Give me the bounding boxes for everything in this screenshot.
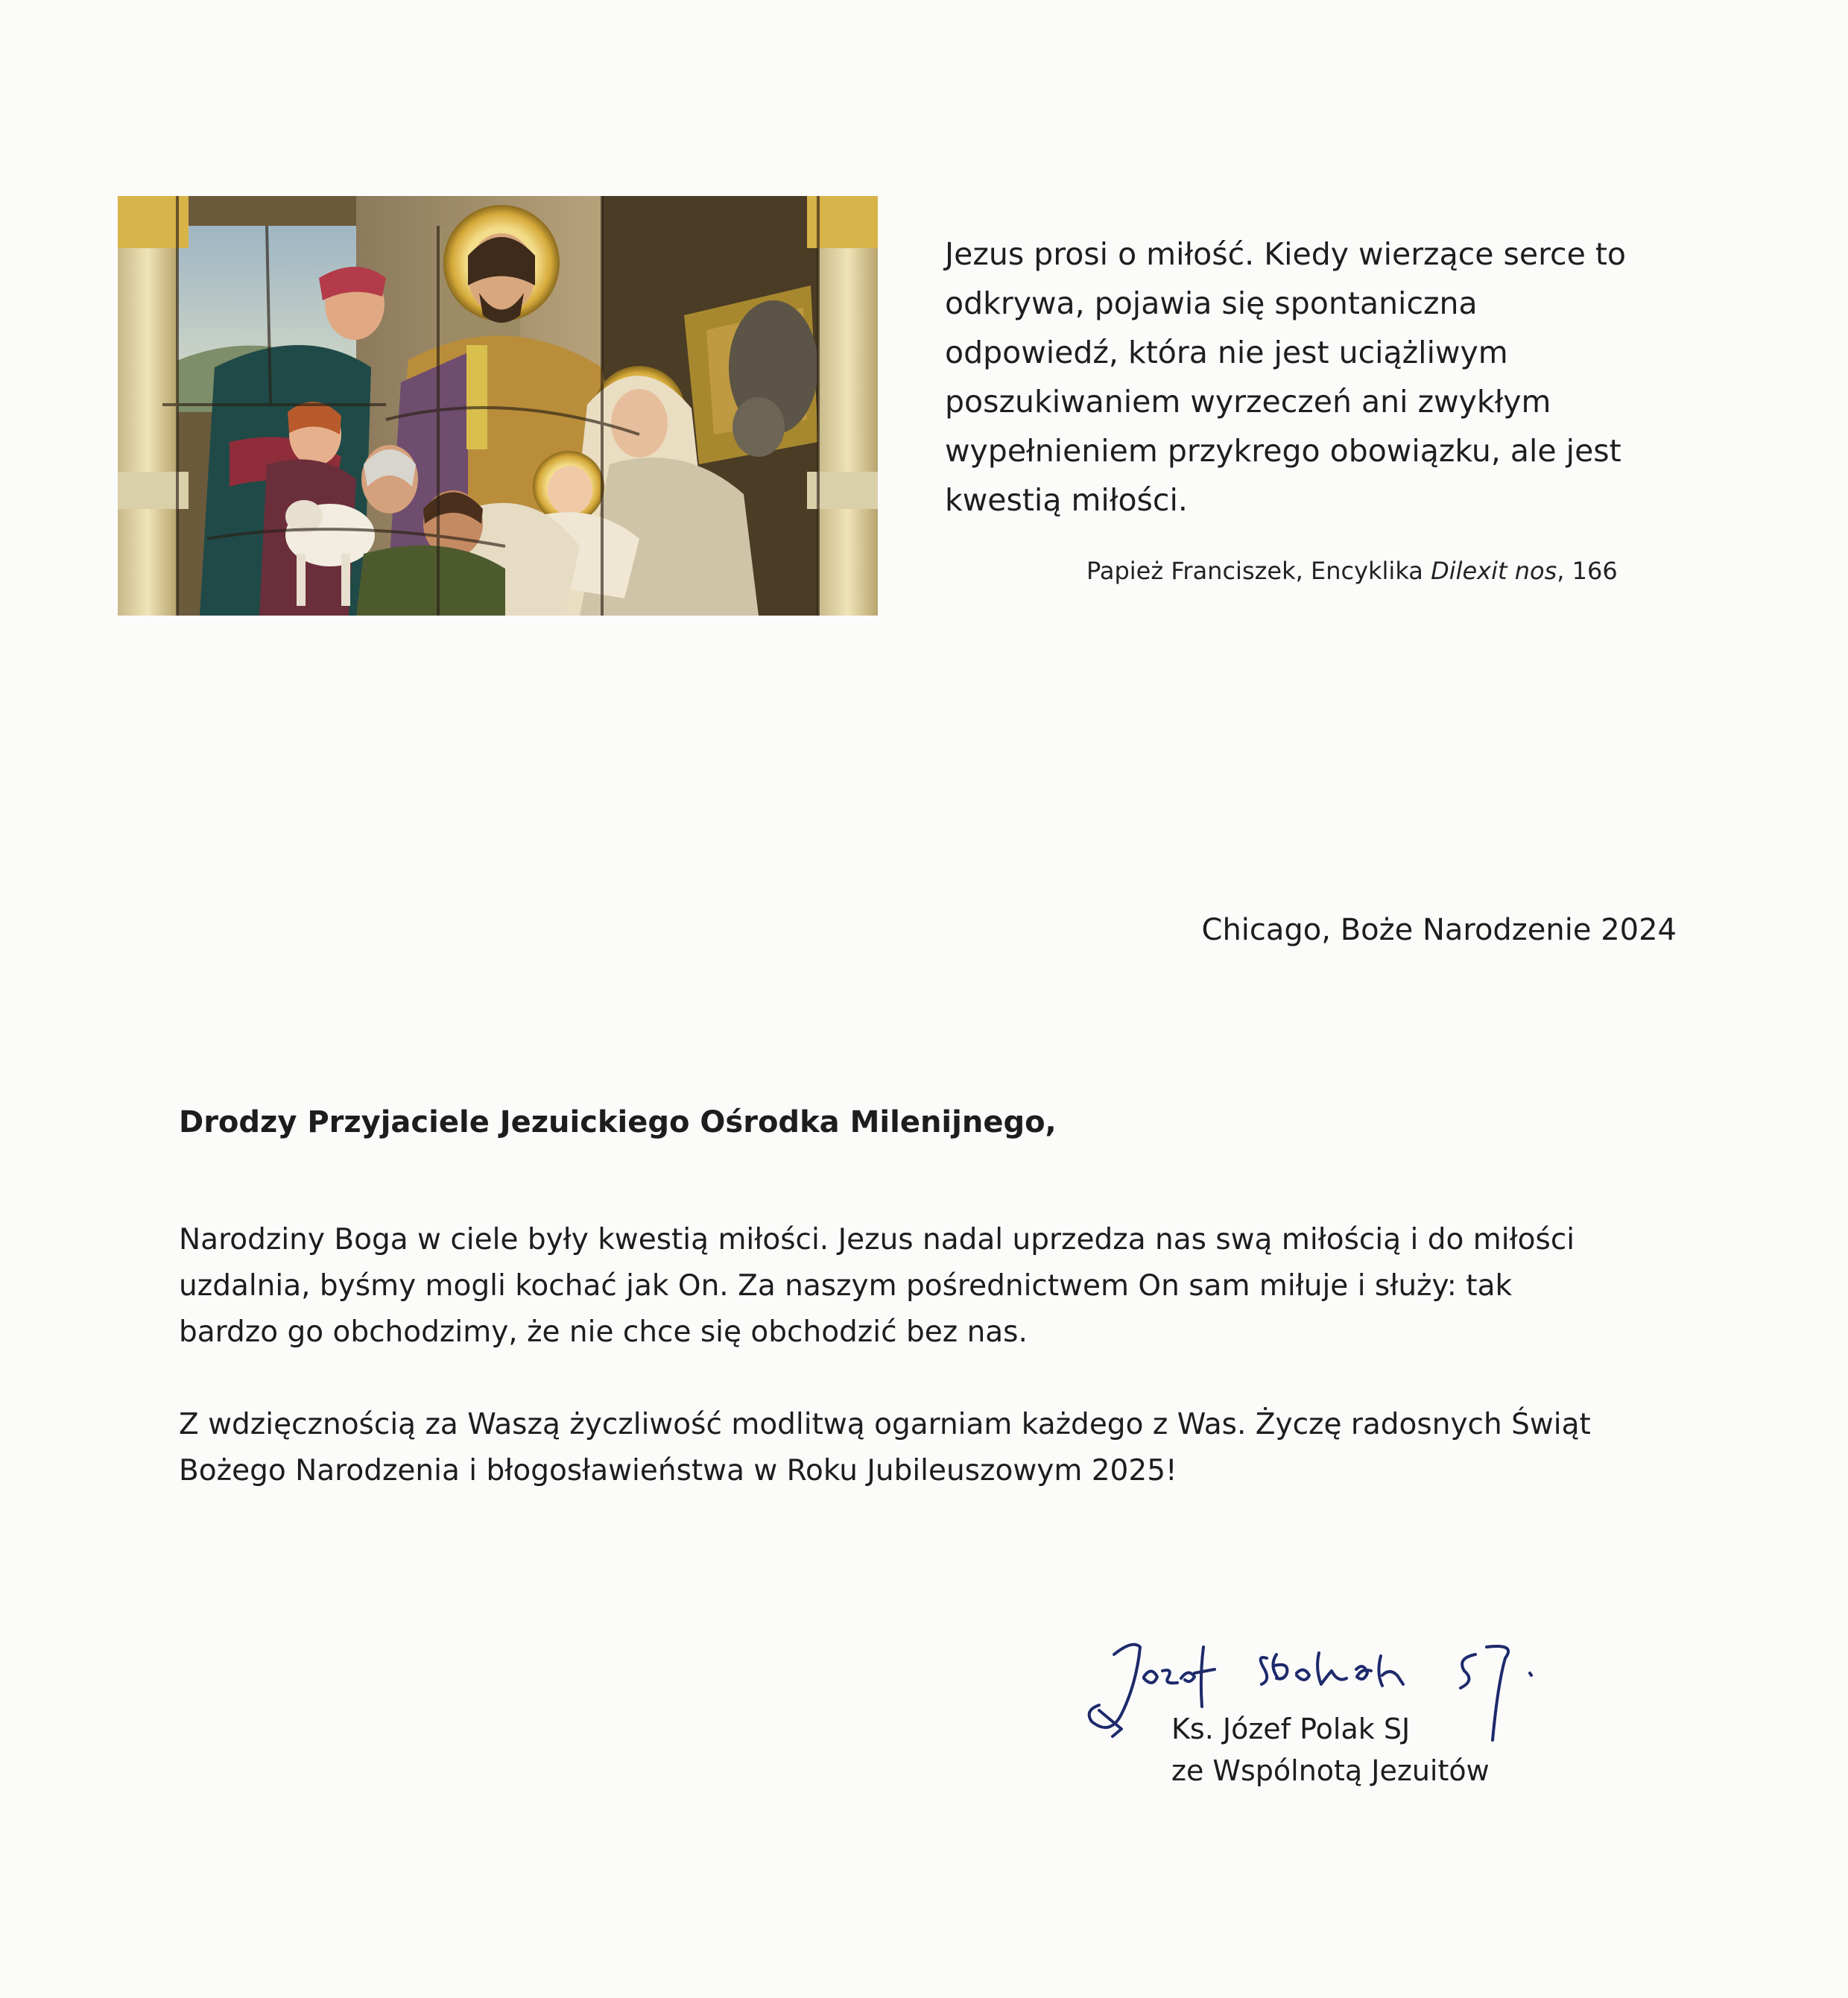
letter-body (179, 1217, 1669, 1540)
quote-line: odkrywa, pojawia się spontaniczna (945, 285, 1478, 321)
nativity-illustration (118, 196, 878, 616)
quote-line: poszukiwaniem wyrzeczeń ani zwykłym (945, 384, 1551, 420)
signer-block (1171, 1708, 1693, 1792)
quote-line: wypełnieniem przykrego obowiązku, ale jest (945, 433, 1621, 469)
paragraph (179, 1217, 1669, 1356)
paragraph-line: Narodziny Boga w ciele były kwestią miłości. Jezus nadal uprzedza nas swą miłością i do miłości (179, 1223, 1575, 1256)
quote-line: odpowiedź, która nie jest uciążliwym (945, 335, 1508, 370)
encyclical-title: Dilexit nos (1431, 557, 1557, 585)
paragraph-line: Z wdzięcznością za Waszą życzliwość modlitwą ogarniam każdego z Was. Życzę radosnych Świąt (179, 1408, 1591, 1441)
signer-name: Ks. Józef Polak SJ (1171, 1713, 1411, 1745)
paragraph-line: uzdalnia, byśmy mogli kochać jak On. Za naszym pośrednictwem On sam miłuje i służy: tak (179, 1269, 1513, 1303)
quote-line: kwestią miłości. (945, 482, 1188, 518)
place-date: Chicago, Boże Narodzenie 2024 (1201, 913, 1677, 947)
quote-reference: , 166 (1557, 557, 1618, 585)
quote-author: Papież Franciszek, Encyklika (1086, 557, 1431, 585)
pope-quote (945, 230, 1660, 525)
quote-attribution (1086, 554, 1683, 587)
signer-community: ze Wspólnotą Jezuitów (1171, 1754, 1490, 1787)
paragraph-line: Bożego Narodzenia i błogosławieństwa w Roku Jubileuszowym 2025! (179, 1454, 1177, 1488)
salutation: Drodzy Przyjaciele Jezuickiego Ośrodka Milenijnego, (179, 1105, 1057, 1139)
paragraph (179, 1402, 1669, 1494)
paragraph-line: bardzo go obchodzimy, że nie chce się obchodzić bez nas. (179, 1315, 1028, 1349)
quote-line: Jezus prosi o miłość. Kiedy wierzące serce to (945, 236, 1626, 272)
